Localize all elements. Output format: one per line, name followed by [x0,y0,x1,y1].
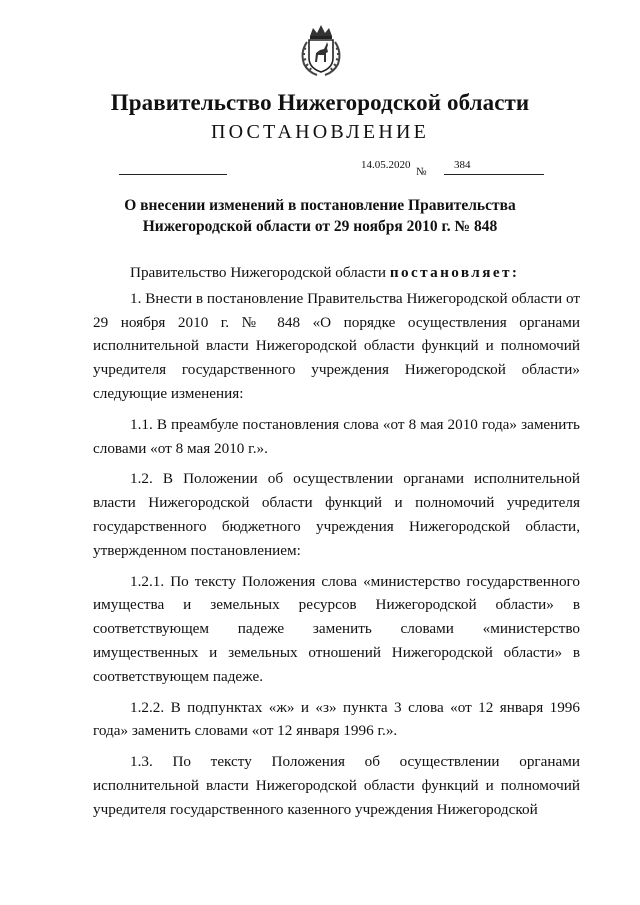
paragraph-1-2-2: 1.2.2. В подпунктах «ж» и «з» пункта 3 слова «от 12 января 1996 года» заменить словами «от 12 января 1996 г.». [93,698,580,740]
paragraph-1-1: 1.1. В преамбуле постановления слова «от 8 мая 2010 года» заменить словами «от 8 мая 2010 г.». [93,415,580,457]
heading-line-1: О внесении изменений в постановление Правительства [124,197,516,214]
preamble-text: Правительство Нижегородской области [130,264,390,281]
paragraph-1-3: 1.3. По тексту Положения об осуществлении органами исполнительной власти Нижегородской области функций и полномочий учредителя государственного казенного учреждения Нижегородской [93,753,580,818]
paragraph-1: 1. Внести в постановление Правительства Нижегородской области от 29 ноября 2010 г. № 848 «О порядке осуществления органами исполнительной власти Нижегородской области функций и полномочий учредителя государственного учреждения Нижегородской области» следующие изменения: [93,289,580,402]
document-number: 384 [454,159,471,171]
government-title: Правительство Нижегородской области [110,90,530,115]
coat-of-arms-icon [298,22,344,78]
document-heading [0,195,640,237]
number-underline [444,174,544,175]
document-type: ПОСТАНОВЛЕНИЕ [210,121,430,143]
paragraph-1-2: 1.2. В Положении об осуществлении органами исполнительной власти Нижегородской области функций и полномочий учредителя государственного бюджетного учреждения Нижегородской области, утвержденном постановлением: [93,470,580,559]
number-sign: № [416,166,427,178]
document-date: 14.05.2020 [361,159,411,171]
preamble [93,261,580,285]
blank-line-left [119,174,227,175]
preamble-decree: постановляет: [389,264,520,281]
document-body [93,261,580,822]
heading-line-2: Нижегородской области от 29 ноября 2010 г. № 848 [142,218,498,235]
paragraph-1-2-1: 1.2.1. По тексту Положения слова «министерство государственного имущества и земельных ресурсов Нижегородской области» в соответствующем падеже заменить словами «министерство имущественных и земельных отношений Нижегородской области» в соответствующем падеже. [93,572,580,685]
